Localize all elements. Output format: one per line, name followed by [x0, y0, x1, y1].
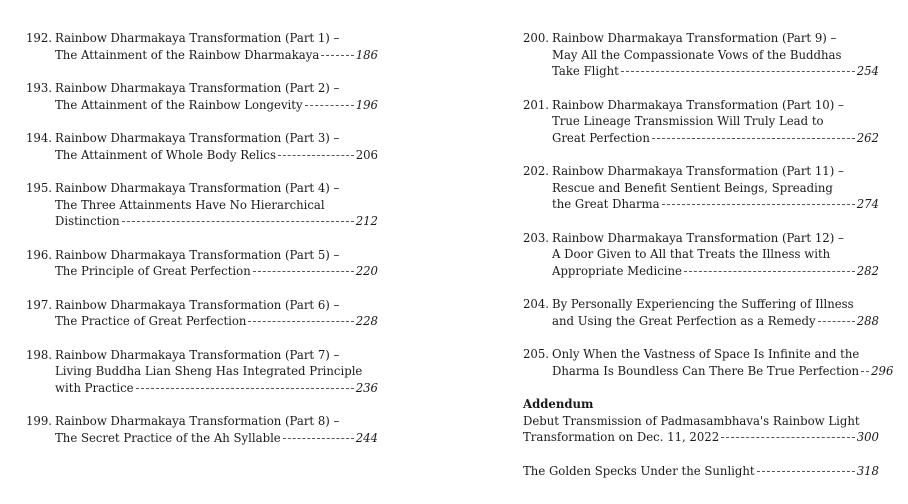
- entry-title-text: The Attainment of the Rainbow Longevity: [55, 97, 303, 112]
- page-number: 296: [871, 363, 894, 378]
- entry-title-line: True Lineage Transmission Will Truly Lead to: [552, 114, 824, 129]
- dot-leader: [652, 138, 855, 139]
- page-number: 300: [856, 430, 879, 445]
- entry-title-text: The Attainment of Whole Body Relics: [55, 147, 276, 162]
- dot-leader: [122, 221, 354, 222]
- dot-leader: [662, 204, 855, 205]
- entry-title-line: [552, 263, 879, 280]
- entry-title-line: [523, 429, 879, 446]
- page-number: 186: [355, 47, 378, 62]
- dot-leader: [283, 438, 354, 439]
- addendum-heading: Addendum: [523, 397, 594, 412]
- addendum-entry[interactable]: [523, 463, 879, 480]
- entry-title-line: Rainbow Dharmakaya Transformation (Part 4) –: [55, 180, 340, 195]
- toc-entry[interactable]: [26, 297, 378, 330]
- dot-leader: [136, 388, 354, 389]
- entry-title-text: The Principle of Great Perfection: [55, 264, 251, 279]
- entry-title-text: The Attainment of the Rainbow Dharmakaya: [55, 47, 320, 62]
- toc-entry[interactable]: [26, 180, 378, 230]
- dot-leader: [757, 471, 855, 472]
- entry-title-line: [55, 380, 378, 397]
- toc-entry[interactable]: [26, 413, 378, 446]
- entry-title-text: The Secret Practice of the Ah Syllable: [55, 430, 281, 445]
- toc-entry[interactable]: [26, 80, 378, 113]
- entry-title-text: The Golden Specks Under the Sunlight: [523, 463, 755, 478]
- entry-title-line: [523, 463, 879, 480]
- entry-title-line: A Door Given to All that Treats the Illness with: [552, 247, 831, 262]
- dot-leader: [278, 155, 354, 156]
- dot-leader: [321, 55, 353, 56]
- entry-title-line: Rainbow Dharmakaya Transformation (Part 6) –: [55, 297, 340, 312]
- entry-number: 205.: [523, 347, 550, 362]
- entry-title-line: Rainbow Dharmakaya Transformation (Part 11) –: [552, 164, 844, 179]
- entry-number: 192.: [26, 31, 53, 45]
- entry-number: 194.: [26, 130, 53, 145]
- page-number: 206: [355, 147, 378, 162]
- entry-title-line: Rainbow Dharmakaya Transformation (Part 12) –: [552, 230, 844, 245]
- entry-title-line: Debut Transmission of Padmasambhava's Rainbow Light: [523, 413, 860, 428]
- entry-title-line: May All the Compassionate Vows of the Buddhas: [552, 47, 842, 62]
- entry-number: 197.: [26, 297, 53, 312]
- entry-title-line: [55, 97, 378, 114]
- toc-entry[interactable]: [523, 97, 879, 147]
- entry-number: 201.: [523, 97, 550, 112]
- entry-number: 195.: [26, 180, 53, 195]
- entry-title-text: and Using the Great Perfection as a Remedy: [552, 313, 816, 328]
- entry-title-text: Take Flight: [552, 64, 619, 79]
- page-number: 262: [856, 130, 879, 145]
- dot-leader: [305, 105, 354, 106]
- entry-title-line: The Three Attainments Have No Hierarchical: [55, 197, 325, 212]
- entry-title-line: Rainbow Dharmakaya Transformation (Part 5) –: [55, 247, 340, 262]
- entry-number: 196.: [26, 247, 53, 262]
- entry-title-line: Rainbow Dharmakaya Transformation (Part 2) –: [55, 80, 340, 95]
- addendum-entry[interactable]: [523, 413, 879, 446]
- toc-entry[interactable]: [523, 346, 894, 379]
- entry-title-line: [552, 313, 879, 330]
- entry-title-line: Rainbow Dharmakaya Transformation (Part 3) –: [55, 130, 340, 145]
- page-number: 318: [856, 463, 879, 478]
- toc-entry[interactable]: [523, 163, 879, 213]
- dot-leader: [684, 271, 855, 272]
- toc-entry[interactable]: [26, 247, 378, 280]
- toc-entry[interactable]: [26, 130, 378, 163]
- entry-number: 204.: [523, 297, 550, 312]
- entry-title-line: Rainbow Dharmakaya Transformation (Part 10) –: [552, 97, 844, 112]
- entry-title-text: The Practice of Great Perfection: [55, 314, 247, 329]
- entry-title-text: Dharma Is Boundless Can There Be True Perfection: [552, 363, 860, 378]
- page-number: 254: [856, 64, 879, 79]
- entry-title-text: with Practice: [55, 380, 134, 395]
- toc-entry[interactable]: [523, 30, 879, 80]
- toc-entry[interactable]: [26, 30, 378, 63]
- toc-left-column: [26, 30, 378, 463]
- page-number: 236: [355, 380, 378, 395]
- toc-entry[interactable]: [523, 296, 879, 329]
- toc-right-column: [523, 30, 894, 496]
- dot-leader: [253, 271, 354, 272]
- entry-title-line: Rainbow Dharmakaya Transformation (Part 1) –: [55, 31, 340, 45]
- toc-entry[interactable]: [26, 347, 378, 397]
- entry-title-text: Great Perfection: [552, 130, 650, 145]
- entry-title-line: By Personally Experiencing the Suffering of Illness: [552, 297, 854, 312]
- entry-number: 199.: [26, 414, 53, 429]
- entry-title-text: Transformation on Dec. 11, 2022: [523, 430, 720, 445]
- entry-title-text: the Great Dharma: [552, 197, 660, 212]
- dot-leader: [818, 321, 855, 322]
- page-number: 274: [856, 197, 879, 212]
- entry-title-line: [55, 313, 378, 330]
- entry-title-line: Rainbow Dharmakaya Transformation (Part 9) –: [552, 31, 837, 45]
- toc-entry[interactable]: [523, 230, 879, 280]
- entry-title-line: Rainbow Dharmakaya Transformation (Part 7) –: [55, 347, 340, 362]
- dot-leader: [861, 371, 869, 372]
- page-number: 220: [355, 264, 378, 279]
- entry-title-line: [552, 196, 879, 213]
- entry-title-line: [552, 363, 894, 380]
- entry-number: 203.: [523, 230, 550, 245]
- entry-title-line: Living Buddha Lian Sheng Has Integrated Principle: [55, 364, 363, 379]
- entry-number: 198.: [26, 347, 53, 362]
- page-number: 212: [355, 214, 378, 229]
- entry-title-line: Rescue and Benefit Sentient Beings, Spreading: [552, 180, 833, 195]
- dot-leader: [248, 321, 353, 322]
- page-number: 228: [355, 314, 378, 329]
- dot-leader: [721, 437, 855, 438]
- entry-title-line: [552, 130, 879, 147]
- page-number: 288: [856, 313, 879, 328]
- entry-title-line: [55, 430, 378, 447]
- entry-title-line: [55, 213, 378, 230]
- entry-title-line: [55, 147, 378, 164]
- entry-title-line: [55, 47, 378, 64]
- entry-title-line: Only When the Vastness of Space Is Infinite and the: [552, 347, 860, 362]
- entry-number: 193.: [26, 80, 53, 95]
- page-number: 282: [856, 263, 879, 278]
- entry-number: 202.: [523, 164, 550, 179]
- entry-title-line: [552, 63, 879, 80]
- entry-title-line: Rainbow Dharmakaya Transformation (Part 8) –: [55, 414, 340, 429]
- entry-number: 200.: [523, 31, 550, 45]
- page-number: 196: [355, 97, 378, 112]
- entry-title-text: Appropriate Medicine: [552, 263, 682, 278]
- page-number: 244: [355, 430, 378, 445]
- dot-leader: [621, 71, 855, 72]
- entry-title-line: [55, 263, 378, 280]
- entry-title-text: Distinction: [55, 214, 120, 229]
- addendum-section: [523, 396, 879, 479]
